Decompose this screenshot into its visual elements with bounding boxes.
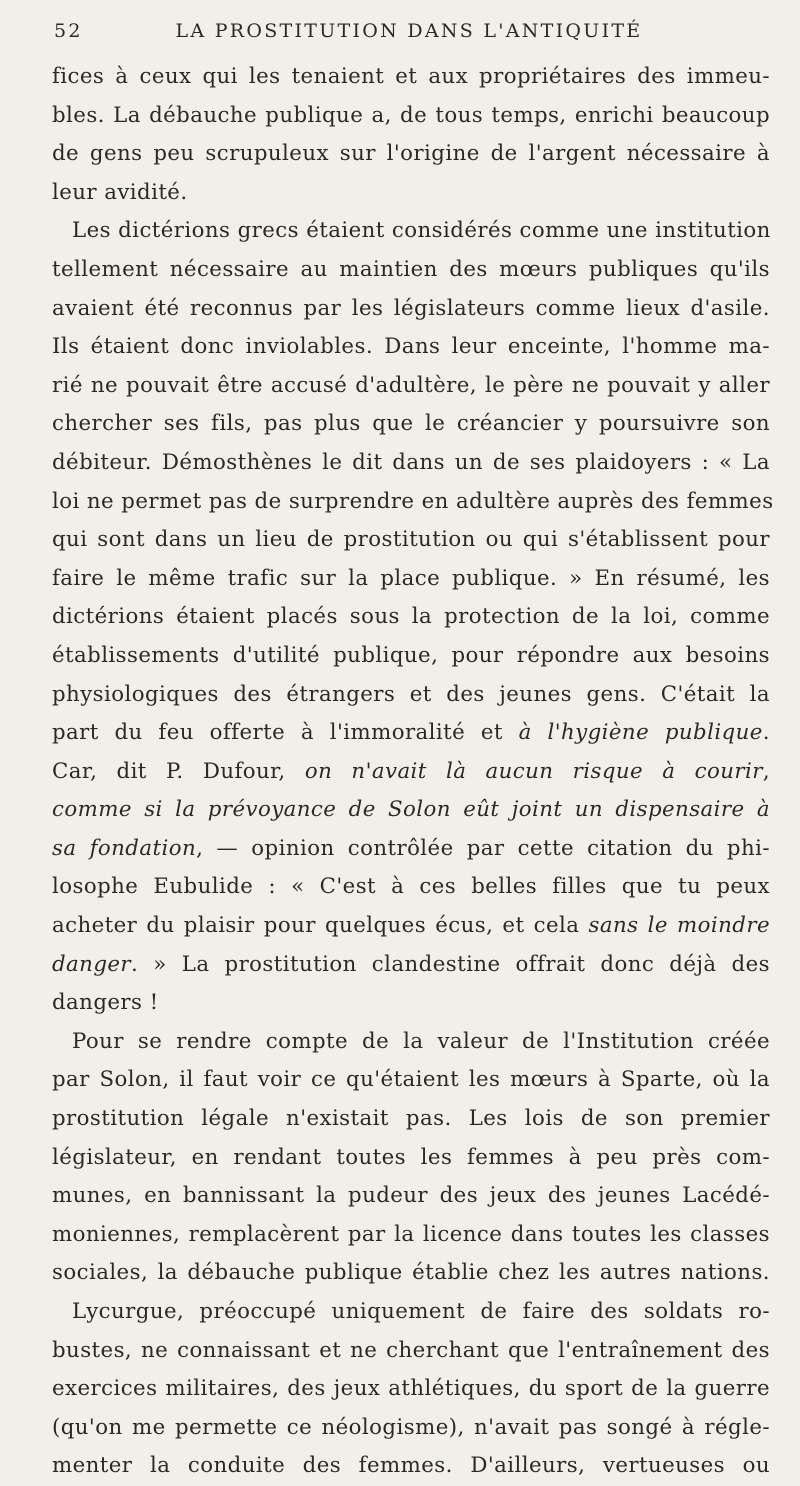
text-span: établissements d'utilité publique, pour répondre aux besoins <box>52 642 770 668</box>
text-span: faire le même trafic sur la place publique. » En résumé, les <box>52 565 770 591</box>
text-span: bles. La débauche publique a, de tous temps, enrichi beaucoup <box>52 102 770 128</box>
text-line <box>52 907 770 946</box>
text-line <box>52 367 770 406</box>
text-span: fices à ceux qui les tenaient et aux propriétaires des immeu- <box>52 64 770 89</box>
text-span: munes, en bannissant la pudeur des jeux des jeunes Lacédé- <box>52 1183 770 1209</box>
text-span: physiologiques des étrangers et des jeunes gens. C'était la <box>52 681 770 707</box>
text-span: Les dictérions grecs étaient considérés comme une institution <box>72 218 771 244</box>
text-span: avaient été reconnus par les législateurs comme lieux d'asile. <box>52 295 770 321</box>
text-line <box>52 58 770 97</box>
text-line <box>52 1332 770 1371</box>
text-line <box>52 868 770 907</box>
italic-span: sans le moindre <box>588 913 770 939</box>
text-line <box>52 637 770 676</box>
text-line <box>52 984 770 1023</box>
text-span: menter la conduite des femmes. D'ailleurs, vertueuses ou <box>52 1453 770 1479</box>
text-line <box>52 830 770 869</box>
text-line <box>52 1409 770 1448</box>
body-text <box>52 58 774 1486</box>
text-span: Ils étaient donc inviolables. Dans leur enceinte, l'homme ma- <box>52 334 770 360</box>
italic-span: on n'avait là aucun risque à courir <box>304 758 763 784</box>
text-line <box>52 753 770 792</box>
text-line <box>52 212 770 251</box>
text-span: Car, dit P. Dufour, <box>52 758 305 784</box>
text-line <box>52 1177 770 1216</box>
page-number: 52 <box>54 20 83 42</box>
text-line <box>52 405 770 444</box>
text-span: (qu'on me permette ce néologisme), n'avait pas songé à régle- <box>52 1414 770 1440</box>
text-line <box>52 598 770 637</box>
text-line <box>52 1139 770 1178</box>
text-line <box>52 676 770 715</box>
text-line <box>52 174 770 213</box>
text-line <box>52 1061 770 1100</box>
text-line <box>52 328 770 367</box>
text-span: dangers ! <box>52 990 159 1016</box>
text-line <box>52 714 770 753</box>
text-line <box>52 290 770 329</box>
text-line <box>52 483 774 522</box>
text-line <box>52 946 770 985</box>
text-span: acheter du plaisir pour quelques écus, et cela <box>52 913 589 939</box>
text-span: Lycurgue, préoccupé uniquement de faire des soldats ro- <box>72 1299 770 1324</box>
text-line <box>52 1293 770 1332</box>
text-line <box>52 521 770 560</box>
text-span: de gens peu scrupuleux sur l'origine de l'argent nécessaire à <box>52 141 770 167</box>
text-span: exercices militaires, des jeux athlétiques, du sport de la guerre <box>52 1376 770 1402</box>
text-span: part du feu offerte à l'immoralité et <box>52 720 519 746</box>
italic-span: à l'hygiène publique <box>518 720 763 746</box>
text-span: bustes, ne connaissant et ne cherchant que l'entraînement des <box>52 1337 770 1363</box>
italic-span: sa fondation <box>52 835 197 861</box>
text-line <box>52 791 770 830</box>
text-span: loi ne permet pas de surprendre en adultère auprès des femmes <box>52 488 774 514</box>
running-title: LA PROSTITUTION DANS L'ANTIQUITÉ <box>175 20 643 42</box>
text-span: dictérions étaient placés sous la protection de la loi, comme <box>52 604 770 630</box>
text-line <box>52 1447 770 1486</box>
text-span: losophe Eubulide : « C'est à ces belles filles que tu peux <box>52 874 770 900</box>
text-span: leur avidité. <box>52 179 188 205</box>
text-line <box>52 560 770 599</box>
text-span: , — opinion contrôlée par cette citation du phi- <box>196 835 770 861</box>
text-line <box>52 97 770 136</box>
italic-span: danger <box>52 951 132 977</box>
text-span: chercher ses fils, pas plus que le créancier y poursuivre son <box>52 411 770 437</box>
text-line <box>52 1370 770 1409</box>
text-span: prostitution légale n'existait pas. Les lois de son premier <box>52 1106 770 1132</box>
text-span: moniennes, remplacèrent par la licence dans toutes les classes <box>52 1221 770 1247</box>
text-line <box>52 251 770 290</box>
text-span: , <box>762 758 771 784</box>
text-span: législateur, en rendant toutes les femmes à peu près com- <box>52 1144 770 1170</box>
text-span: débiteur. Démosthènes le dit dans un de ses plaidoyers : « La <box>52 449 770 475</box>
text-span: rié ne pouvait être accusé d'adultère, le père ne pouvait y aller <box>52 372 770 398</box>
text-line <box>52 135 770 174</box>
text-span: . <box>762 720 770 746</box>
text-span: qui sont dans un lieu de prostitution ou qui s'établissent pour <box>52 527 770 553</box>
text-span: par Solon, il faut voir ce qu'étaient les mœurs à Sparte, où la <box>52 1067 770 1093</box>
text-line <box>52 1023 770 1062</box>
text-span: sociales, la débauche publique établie chez les autres nations. <box>52 1260 770 1286</box>
text-line <box>52 1100 770 1139</box>
text-line <box>52 444 770 483</box>
text-line <box>52 1216 770 1255</box>
page-header <box>50 20 768 48</box>
italic-span: comme si la prévoyance de Solon eût joint un dispensaire à <box>52 797 770 823</box>
text-span: Pour se rendre compte de la valeur de l'Institution créée <box>72 1028 770 1054</box>
text-span: . » La prostitution clandestine offrait donc déjà des <box>131 951 770 977</box>
text-line <box>52 1254 770 1293</box>
text-span: tellement nécessaire au maintien des mœurs publiques qu'ils <box>52 256 770 282</box>
